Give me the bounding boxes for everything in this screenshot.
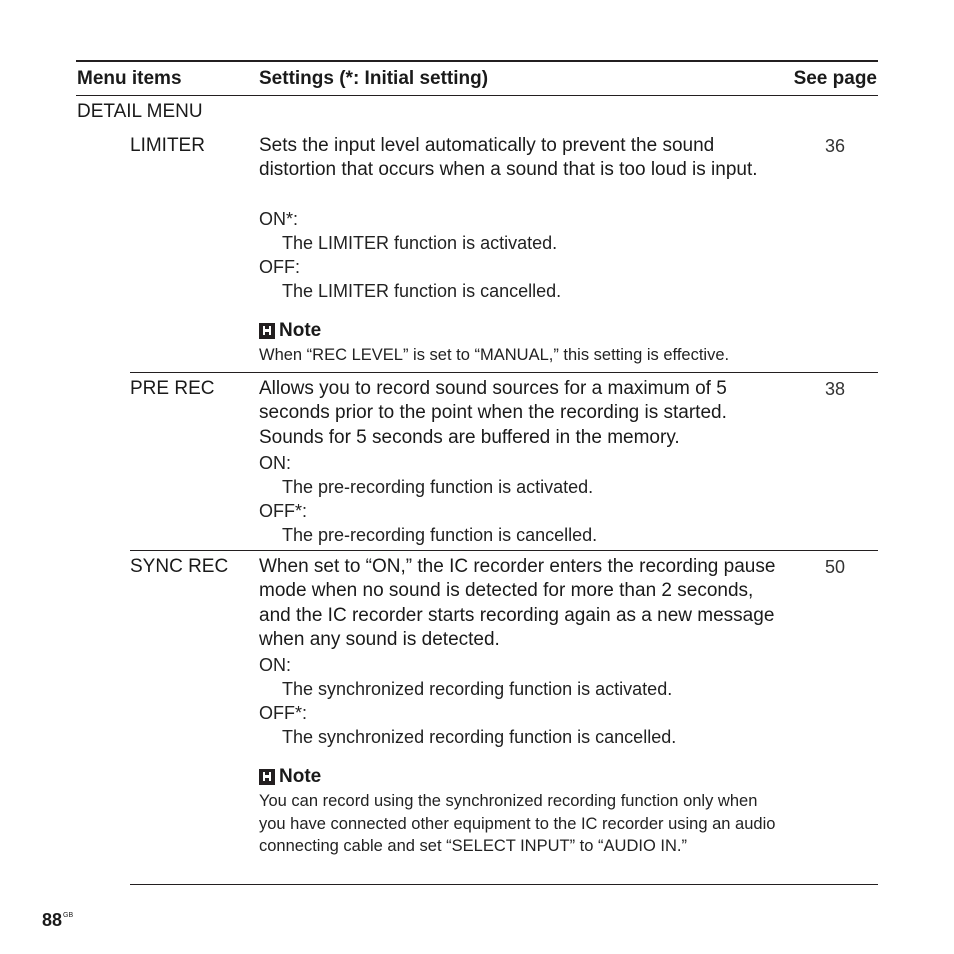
limiter-note-title: Note <box>279 320 322 341</box>
table-top-rule <box>76 60 878 62</box>
sync-rec-note-heading <box>259 765 321 789</box>
limiter-note-text: When “REC LEVEL” is set to “MANUAL,” this setting is effective. <box>259 346 730 364</box>
row-divider <box>130 550 878 551</box>
row-divider <box>130 372 878 373</box>
pre-rec-option-on-detail: The pre-recording function is activated. <box>282 477 594 497</box>
column-header-menu-items: Menu items <box>77 68 182 89</box>
page-number <box>42 910 73 931</box>
menu-item-limiter: LIMITER <box>130 135 205 156</box>
column-header-settings: Settings (*: Initial setting) <box>259 68 489 89</box>
limiter-option-off-detail: The LIMITER function is cancelled. <box>282 281 562 301</box>
table-bottom-rule <box>130 884 878 885</box>
column-header-see-page: See page <box>793 68 877 89</box>
sync-rec-option-off-detail: The synchronized recording function is cancelled. <box>282 727 677 747</box>
note-icon <box>259 323 275 339</box>
menu-item-pre-rec: PRE REC <box>130 378 215 399</box>
pre-rec-option-off-detail: The pre-recording function is cancelled. <box>282 525 598 545</box>
sync-rec-note-title: Note <box>279 766 322 787</box>
region-code: GB <box>63 912 74 919</box>
menu-item-sync-rec: SYNC REC <box>130 556 229 577</box>
limiter-page-ref: 36 <box>825 136 846 156</box>
sync-rec-option-on-label: ON: <box>259 655 292 675</box>
page-number-value: 88 <box>42 910 63 930</box>
limiter-note-heading <box>259 319 321 343</box>
limiter-option-on-detail: The LIMITER function is activated. <box>282 233 558 253</box>
limiter-option-on-label: ON*: <box>259 209 299 229</box>
section-label-detail-menu: DETAIL MENU <box>77 101 203 122</box>
sync-rec-description: When set to “ON,” the IC recorder enters the recording pause mode when no sound is detected for more than 2 seconds, and the IC recorder starts recording again as a new message when any sound is detected. <box>259 556 776 650</box>
pre-rec-option-off-label: OFF*: <box>259 501 307 521</box>
sync-rec-option-off-label: OFF*: <box>259 703 307 723</box>
pre-rec-option-on-label: ON: <box>259 453 292 473</box>
sync-rec-option-on-detail: The synchronized recording function is activated. <box>282 679 673 699</box>
header-rule <box>76 95 878 96</box>
note-icon <box>259 769 275 785</box>
limiter-option-off-label: OFF: <box>259 257 300 277</box>
pre-rec-page-ref: 38 <box>825 379 846 399</box>
sync-rec-page-ref: 50 <box>825 557 846 577</box>
sync-rec-note-text: You can record using the synchronized recording function only when you have connected other equipment to the IC recorder using an audio connecting cable and set “SELECT INPUT” to “AUDIO IN.” <box>259 792 776 855</box>
limiter-description: Sets the input level automatically to prevent the sound distortion that occurs when a sound that is too loud is input. <box>259 135 758 181</box>
pre-rec-description: Allows you to record sound sources for a maximum of 5 seconds prior to the point when the recording is started. Sounds for 5 seconds are buffered in the memory. <box>259 378 727 448</box>
